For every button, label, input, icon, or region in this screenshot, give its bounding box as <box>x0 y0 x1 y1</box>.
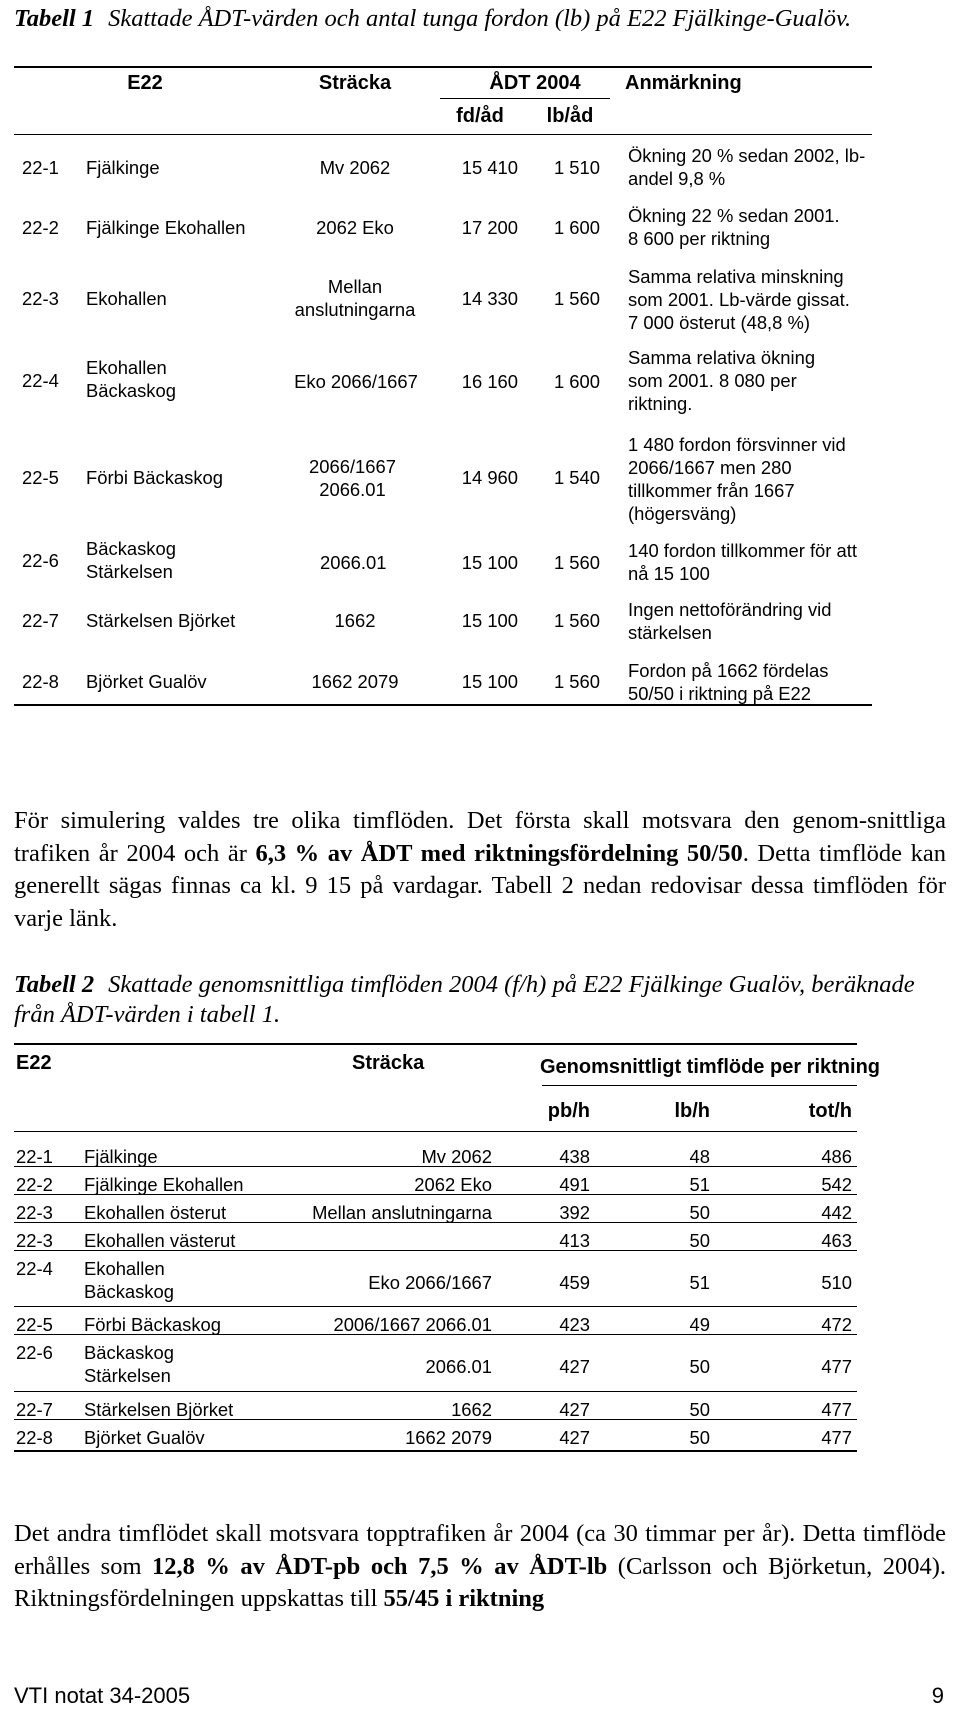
table2-row2-section: 2062 Eko <box>414 1174 492 1195</box>
table1-row7-fd: 15 100 <box>461 610 518 631</box>
table1-row7-name: Stärkelsen Björket <box>86 610 236 631</box>
table2-row-rule <box>14 1391 857 1392</box>
paragraph-2-text-b: (Carlsson och Björketun, 2004). Riktningsfördelningen uppskattas till <box>14 1552 946 1612</box>
table1-header-e22: E22 <box>127 72 163 94</box>
footer-page-number: 9 <box>931 1683 944 1708</box>
table2-header-rule <box>14 1131 857 1132</box>
table1-row7-id: 22-7 <box>22 610 59 631</box>
table2-row5-pb: 459 <box>559 1272 590 1293</box>
table1-row2-section: 2062 Eko <box>316 217 394 238</box>
table2-row8-pb: 427 <box>559 1399 590 1420</box>
table1-caption <box>14 4 944 34</box>
table2-row-rule <box>14 1306 857 1307</box>
paragraph-1-text-a: För simulering valdes tre olika timflöden. Det första skall motsvara den genom-snittliga trafiken år 2004 och är <box>14 807 946 867</box>
table1-row5-note: 1 480 fordon försvinner vid 2066/1667 men 280 tillkommer från 1667 (högersväng) <box>628 434 846 524</box>
table2-row4-name: Ekohallen västerut <box>84 1230 236 1251</box>
table1-row7-note: Ingen nettoförändring vid stärkelsen <box>628 599 832 643</box>
table2-row8-id: 22-7 <box>16 1399 53 1420</box>
table2-row8-tot: 477 <box>821 1399 852 1420</box>
table1-row2-lb: 1 600 <box>553 217 600 238</box>
table1-header-stracka: Sträcka <box>318 72 392 94</box>
table2-row6-section: 2006/1667 2066.01 <box>333 1314 492 1335</box>
table1-row5-section: 2066/1667 2066.01 <box>309 456 396 500</box>
table1-row1-lb: 1 510 <box>553 157 600 178</box>
table2-row4-tot: 463 <box>821 1230 852 1251</box>
table1-row5-lb: 1 540 <box>553 467 600 488</box>
table1-row6-fd: 15 100 <box>461 552 518 573</box>
table1-row8-fd: 15 100 <box>461 671 518 692</box>
table1-row2-id: 22-2 <box>22 217 59 238</box>
table2-caption-label: Tabell 2 <box>14 971 95 998</box>
table2-row4-pb: 413 <box>559 1230 590 1251</box>
table1-row7-lb: 1 560 <box>553 610 600 631</box>
table1-caption-label: Tabell 1 <box>14 5 95 32</box>
table2-row1-id: 22-1 <box>16 1146 53 1167</box>
table1-row1-note: Ökning 20 % sedan 2002, lb-andel 9,8 % <box>628 145 866 189</box>
table2-row7-name: Bäckaskog Stärkelsen <box>84 1342 174 1386</box>
table1-row8-section: 1662 2079 <box>311 671 399 692</box>
table2-row1-tot: 486 <box>821 1146 852 1167</box>
paragraph-1-text-b: . Detta timflöde kan generellt sägas finnas ca kl. 9 15 på vardagar. Tabell 2 nedan redovisar dessa timflöden för varje länk. <box>14 839 946 932</box>
table2-row3-section: Mellan anslutningarna <box>312 1202 492 1223</box>
table2-row7-section: 2066.01 <box>425 1356 492 1377</box>
table1-adt-rule <box>440 98 610 99</box>
table1-row8-name: Björket Gualöv <box>86 671 207 692</box>
table2-row5-id: 22-4 <box>16 1258 53 1279</box>
table2-row3-lb: 50 <box>689 1202 710 1223</box>
paragraph-2-bold-a: 12,8 % av ÅDT-pb och 7,5 % av ÅDT-lb <box>152 1552 608 1580</box>
table1-row3-fd: 14 330 <box>461 288 518 309</box>
table2-row9-section: 1662 2079 <box>405 1427 492 1448</box>
table2-caption-text: Skattade genomsnittliga timflöden 2004 (f/h) på E22 Fjälkinge Gualöv, beräknade från ÅDT-värden i tabell 1. <box>14 971 915 1028</box>
table1-row1-fd: 15 410 <box>461 157 518 178</box>
table2-header-group: Genomsnittligt timflöde per riktning <box>540 1056 880 1078</box>
table2-row1-lb: 48 <box>689 1146 710 1167</box>
table1-header-lb: lb/åd <box>546 105 594 127</box>
table2-row9-id: 22-8 <box>16 1427 53 1448</box>
table2-row6-id: 22-5 <box>16 1314 53 1335</box>
table2-row5-tot: 510 <box>821 1272 852 1293</box>
table2-row6-tot: 472 <box>821 1314 852 1335</box>
table1-row6-note: 140 fordon tillkommer för att nå 15 100 <box>628 540 857 584</box>
table2-header-pb: pb/h <box>547 1100 590 1122</box>
table2-row2-name: Fjälkinge Ekohallen <box>84 1174 244 1195</box>
table2-row6-pb: 423 <box>559 1314 590 1335</box>
table2-header-tot: tot/h <box>808 1100 852 1122</box>
table2-top-rule <box>14 1043 857 1045</box>
table1-header-adt: ÅDT 2004 <box>489 72 581 94</box>
table1-row6-name: Bäckaskog Stärkelsen <box>86 538 176 582</box>
table2-row6-name: Förbi Bäckaskog <box>84 1314 221 1335</box>
table1-row6-section: 2066.01 <box>320 552 387 573</box>
paragraph-2-bold-b: 55/45 i riktning <box>383 1585 545 1612</box>
table1-row5-name: Förbi Bäckaskog <box>86 467 223 488</box>
table1-header-rule <box>14 134 872 135</box>
table2-row3-name: Ekohallen österut <box>84 1202 227 1223</box>
table1-row3-note: Samma relativa minskning som 2001. Lb-värde gissat. 7 000 österut (48,8 %) <box>628 266 850 333</box>
table1-row4-id: 22-4 <box>22 370 59 391</box>
table2-row2-lb: 51 <box>689 1174 710 1195</box>
table1-row3-name: Ekohallen <box>86 288 167 309</box>
paragraph-2-text-a: Det andra timflödet skall motsvara topptrafiken år 2004 (ca 30 timmar per år). Detta timflöde erhålles som <box>14 1520 946 1580</box>
table2-row3-pb: 392 <box>559 1202 590 1223</box>
table1-row1-id: 22-1 <box>22 157 59 178</box>
table1-row4-name: Ekohallen Bäckaskog <box>86 357 176 401</box>
table2-row7-lb: 50 <box>689 1356 710 1377</box>
table2-row9-lb: 50 <box>689 1427 710 1448</box>
table2-row3-id: 22-3 <box>16 1202 53 1223</box>
table2-row4-lb: 50 <box>689 1230 710 1251</box>
table1-row5-id: 22-5 <box>22 467 59 488</box>
table2-row8-name: Stärkelsen Björket <box>84 1399 234 1420</box>
table1-row4-fd: 16 160 <box>461 371 518 392</box>
table1-row8-lb: 1 560 <box>553 671 600 692</box>
table2-row2-tot: 542 <box>821 1174 852 1195</box>
table2-row8-lb: 50 <box>689 1399 710 1420</box>
table1-caption-text: Skattade ÅDT-värden och antal tunga fordon (lb) på E22 Fjälkinge-Gualöv. <box>108 5 852 32</box>
table2-row9-pb: 427 <box>559 1427 590 1448</box>
table2-row2-pb: 491 <box>559 1174 590 1195</box>
table1-row4-lb: 1 600 <box>553 371 600 392</box>
table1-row1-section: Mv 2062 <box>319 157 391 178</box>
table2-header-stracka: Sträcka <box>352 1052 425 1074</box>
table1-row1-name: Fjälkinge <box>86 157 160 178</box>
table1-row4-section: Eko 2066/1667 <box>294 371 418 392</box>
table2-row8-section: 1662 <box>451 1399 492 1420</box>
table1-row4-note: Samma relativa ökning som 2001. 8 080 per riktning. <box>628 347 816 414</box>
table1-row3-lb: 1 560 <box>553 288 600 309</box>
table1-row3-section: Mellan anslutningarna <box>294 276 416 320</box>
table1-row7-section: 1662 <box>334 610 376 631</box>
table2-row5-name: Ekohallen Bäckaskog <box>84 1258 174 1302</box>
table2-row2-id: 22-2 <box>16 1174 53 1195</box>
table2-group-rule <box>542 1085 857 1086</box>
table2-row3-tot: 442 <box>821 1202 852 1223</box>
table2-header-lb: lb/h <box>674 1100 710 1122</box>
table2-row7-pb: 427 <box>559 1356 590 1377</box>
table2-row6-lb: 49 <box>689 1314 710 1335</box>
table1-row3-id: 22-3 <box>22 288 59 309</box>
table1-row2-name: Fjälkinge Ekohallen <box>86 217 246 238</box>
table2-row4-id: 22-3 <box>16 1230 53 1251</box>
table1-bottom-rule <box>14 704 872 706</box>
table1-row6-id: 22-6 <box>22 550 59 571</box>
table2-row9-name: Björket Gualöv <box>84 1427 205 1448</box>
paragraph-1-bold: 6,3 % av ÅDT med riktningsfördelning 50/50 <box>255 839 743 867</box>
table1-row8-note: Fordon på 1662 fördelas 50/50 i riktning på E22 <box>628 660 829 704</box>
table2-row5-section: Eko 2066/1667 <box>368 1272 492 1293</box>
table1-row8-id: 22-8 <box>22 671 59 692</box>
table2-row9-tot: 477 <box>821 1427 852 1448</box>
table2-caption <box>14 970 944 1030</box>
table2-row7-id: 22-6 <box>16 1342 53 1363</box>
table1-row5-fd: 14 960 <box>461 467 518 488</box>
table1-row2-note: Ökning 22 % sedan 2001. 8 600 per riktning <box>628 205 840 249</box>
paragraph-1 <box>14 805 946 935</box>
paragraph-2 <box>14 1518 946 1616</box>
table2-header-e22: E22 <box>16 1052 52 1074</box>
table1-top-rule <box>14 66 872 68</box>
table2-row1-name: Fjälkinge <box>84 1146 158 1167</box>
table2-row7-tot: 477 <box>821 1356 852 1377</box>
table1-row2-fd: 17 200 <box>461 217 518 238</box>
table1-row6-lb: 1 560 <box>553 552 600 573</box>
table2-row5-lb: 51 <box>689 1272 710 1293</box>
table1-header-fd: fd/åd <box>456 105 504 127</box>
table2-bottom-rule <box>14 1450 857 1452</box>
table2-row1-pb: 438 <box>559 1146 590 1167</box>
table1-header-anmarkning: Anmärkning <box>625 72 742 94</box>
table2-row1-section: Mv 2062 <box>421 1146 492 1167</box>
footer-publication: VTI notat 34-2005 <box>14 1683 191 1708</box>
